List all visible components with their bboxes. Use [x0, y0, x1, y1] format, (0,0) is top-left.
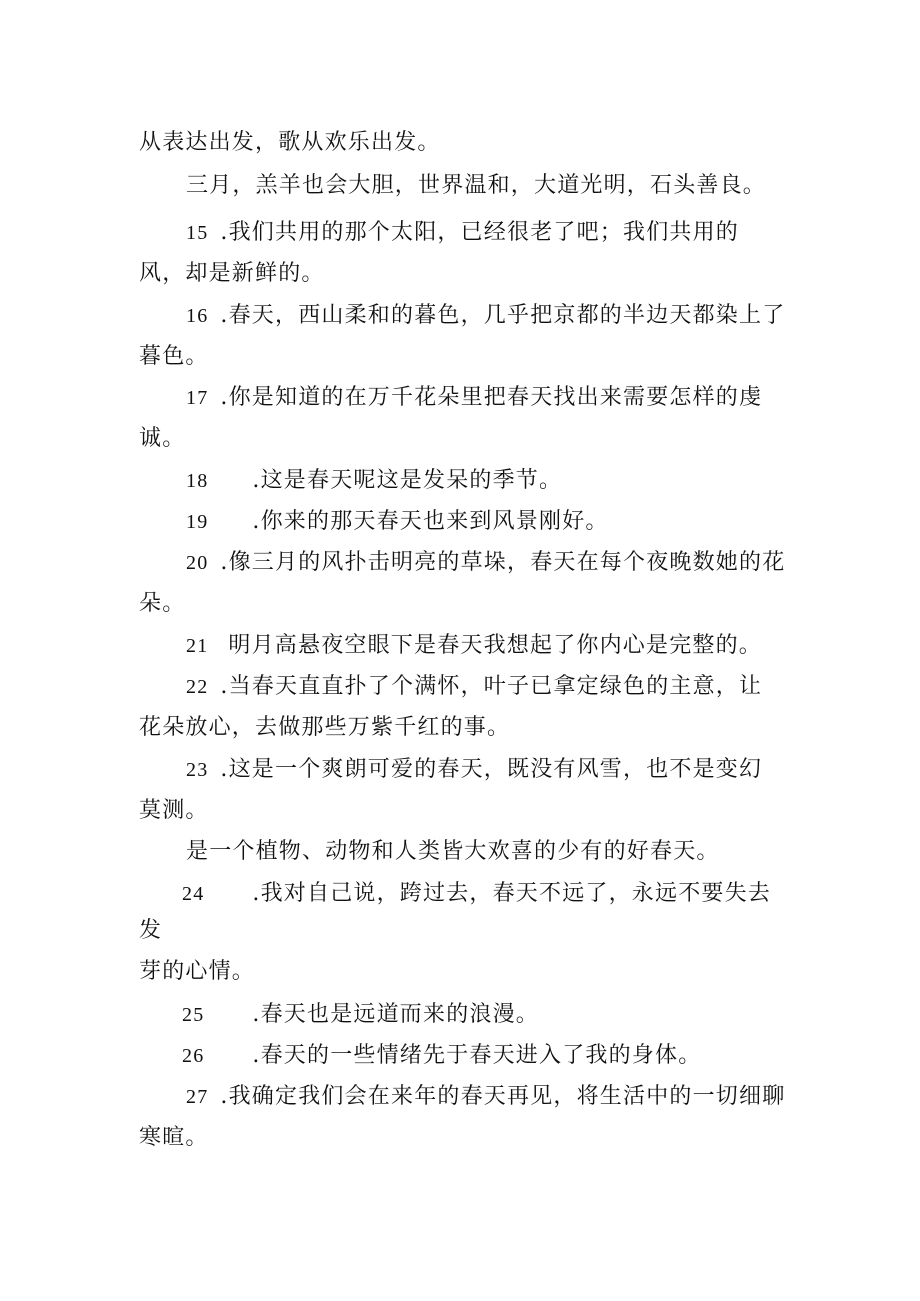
line-text: 朵。 — [139, 591, 186, 616]
item-number: 21 — [186, 635, 209, 657]
item-text: .我确定我们会在来年的春天再见，将生活中的一切细聊 — [220, 1084, 786, 1109]
line-text: 芽的心情。 — [139, 959, 256, 984]
item-text: .像三月的风扑击明亮的草垛，春天在每个夜晚数她的花 — [220, 550, 786, 575]
text-line — [139, 796, 209, 826]
item-number: 24 — [182, 883, 205, 905]
text-line — [186, 171, 766, 201]
item-number: 25 — [182, 1004, 205, 1026]
list-item-20 — [186, 548, 785, 578]
item-number: 18 — [186, 470, 209, 492]
list-item-24 — [182, 879, 771, 909]
item-number: 20 — [186, 552, 209, 574]
text-line — [139, 957, 255, 987]
item-number: 23 — [186, 759, 209, 781]
line-text: 寒暄。 — [139, 1125, 209, 1150]
item-number: 22 — [186, 676, 209, 698]
item-text: .我们共用的那个太阳，已经很老了吧；我们共用的 — [220, 220, 740, 245]
line-text: 三月，羔羊也会大胆，世界温和，大道光明，石头善良。 — [186, 173, 767, 198]
list-item-15 — [186, 218, 739, 248]
list-item-21 — [186, 631, 762, 661]
item-number: 26 — [182, 1045, 205, 1067]
item-text: .春天，西山柔和的暮色，几乎把京都的半边天都染上了 — [220, 303, 786, 328]
line-text: 莫测。 — [139, 798, 209, 823]
text-line — [139, 424, 185, 454]
item-text: .你来的那天春天也来到风景刚好。 — [252, 509, 609, 534]
list-item-25 — [182, 1000, 539, 1030]
item-text: .这是春天呢这是发呆的季节。 — [252, 468, 563, 493]
list-item-19 — [186, 507, 609, 537]
item-text: 明月高悬夜空眼下是春天我想起了你内心是完整的。 — [228, 633, 763, 658]
list-item-18 — [186, 466, 562, 496]
list-item-22 — [186, 672, 762, 702]
item-text: .我对自己说，跨过去，春天不远了，永远不要失去 — [252, 881, 772, 906]
text-line — [186, 837, 720, 867]
list-item-23 — [186, 755, 762, 785]
text-line — [139, 589, 185, 619]
text-line — [139, 342, 209, 372]
item-number: 17 — [186, 387, 209, 409]
item-number: 27 — [186, 1086, 209, 1108]
line-text: 风，却是新鲜的。 — [139, 261, 325, 286]
line-text: 暮色。 — [139, 344, 209, 369]
item-text: .春天也是远道而来的浪漫。 — [252, 1002, 540, 1027]
line-text: 发 — [139, 918, 163, 943]
list-item-27 — [186, 1082, 785, 1112]
item-text: .当春天直直扑了个满怀，叶子已拿定绿色的主意，让 — [220, 674, 763, 699]
text-line — [139, 128, 441, 158]
line-text: 花朵放心，去做那些万紫千红的事。 — [139, 715, 511, 740]
line-text: 从表达出发，歌从欢乐出发。 — [139, 130, 441, 155]
item-text: .这是一个爽朗可爱的春天，既没有风雪，也不是变幻 — [220, 757, 763, 782]
item-number: 16 — [186, 305, 209, 327]
list-item-16 — [186, 301, 785, 331]
item-text: .你是知道的在万千花朵里把春天找出来需要怎样的虔 — [220, 385, 763, 410]
list-item-26 — [182, 1041, 701, 1071]
line-text: 是一个植物、动物和人类皆大欢喜的少有的好春天。 — [186, 839, 720, 864]
item-number: 15 — [186, 222, 209, 244]
item-text: .春天的一些情绪先于春天进入了我的身体。 — [252, 1043, 702, 1068]
list-item-17 — [186, 383, 762, 413]
text-line — [139, 916, 162, 946]
text-line — [139, 1123, 209, 1153]
text-line — [139, 259, 325, 289]
line-text: 诚。 — [139, 426, 186, 451]
item-number: 19 — [186, 511, 209, 533]
text-line — [139, 713, 510, 743]
